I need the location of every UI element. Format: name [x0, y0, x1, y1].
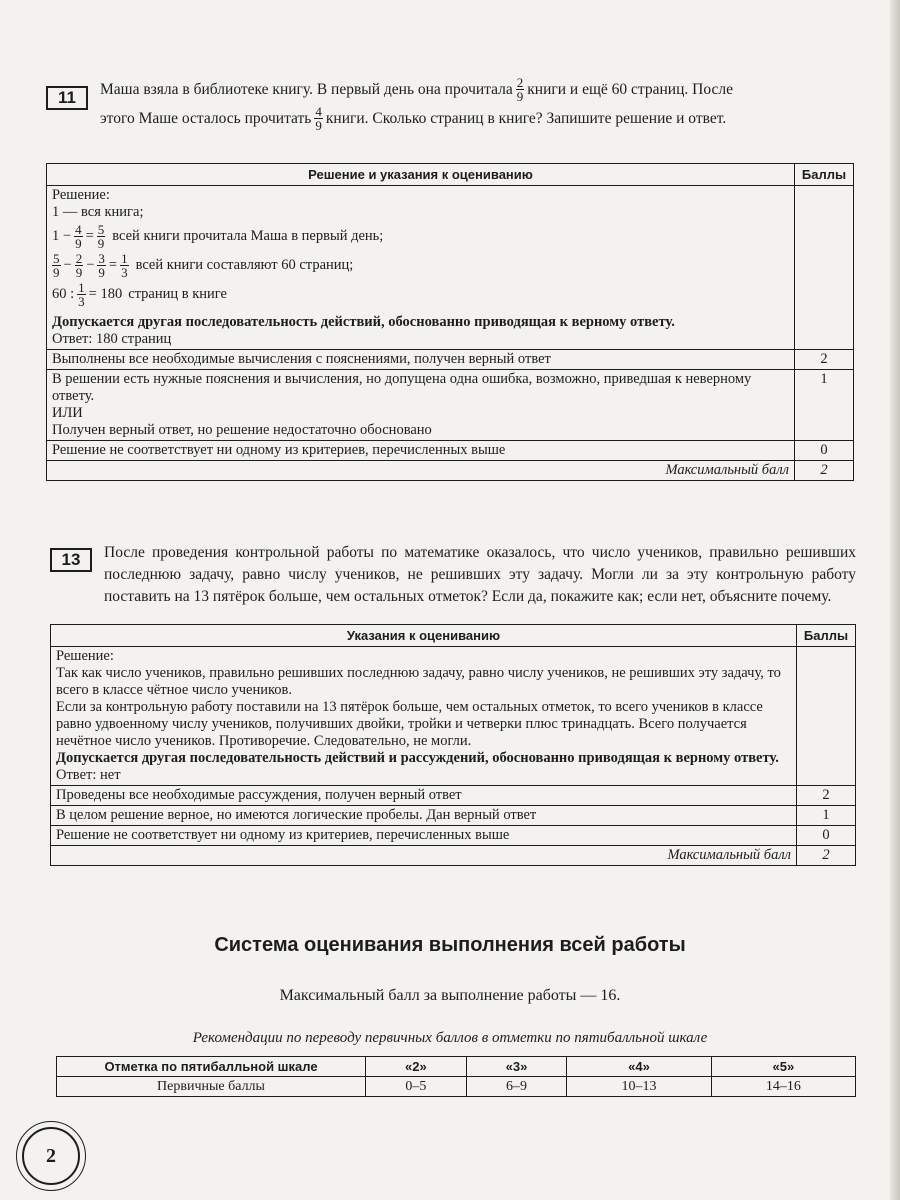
page-number-badge: 2 [22, 1127, 80, 1185]
primary-score-label: Первичные баллы [57, 1077, 366, 1097]
task-13-statement: После проведения контрольной работы по математике оказалось, что число учеников, правильно решивших последнюю задачу, равно числу учеников, не решивших эту задачу. Могли ли за эту контрольную работу поставить на 13 пятёрок больше, чем остальных отметок? Если да, покажите как; если нет, объясните почему. [104, 544, 856, 605]
range-grade-3: 6–9 [466, 1077, 567, 1097]
task-11-criterion-0: Решение не соответствует ни одному из критериев, перечисленных выше [47, 441, 795, 461]
task-11-criterion-2: Выполнены все необходимые вычисления с пояснениями, получен верный ответ [47, 350, 795, 370]
solution-step-3: 60 : $\frac{1}{3}$ = 180 страниц в книге [52, 280, 227, 309]
task-11-criterion-1: В решении есть нужные пояснения и вычисления, но допущена одна ошибка, возможно, приведшая к неверному ответу. ИЛИ Получен верный ответ, но решение недостаточно обосновано [47, 370, 795, 441]
task-13-header-points: Баллы [797, 625, 856, 647]
conversion-recommendation: Рекомендации по переводу первичных баллов в отметки по пятибалльной шкале [192, 1030, 708, 1046]
task-13-points-1: 1 [797, 806, 856, 826]
range-grade-4: 10–13 [567, 1077, 711, 1097]
task-13-criterion-0: Решение не соответствует ни одному из критериев, перечисленных выше [51, 826, 797, 846]
grade-3: «3» [466, 1057, 567, 1077]
grade-4: «4» [567, 1057, 711, 1077]
task-13-criteria-table [50, 624, 856, 866]
task-13-header-solution: Указания к оцениванию [51, 625, 797, 647]
fraction-4-9: $\frac{4}{9}$ [315, 104, 322, 133]
task-13-solution: Решение: Так как число учеников, правильно решивших последнюю задачу, равно числу учеников, не решивших эту задачу, то всего в классе чётное число учеников. Если за контрольную работу поставили на 13 пятёрок больше, чем остальных отметок, то всего учеников в классе равно удвоенному числу учеников, получивших двойки, тройки и четверки плюс тринадцать. Всего получается нечётное число учеников. Противоречие. Следовательно, не могли. Допускается другая последовательность действий и рассуждений, обоснованно приводящая к верному ответу. Ответ: нет [51, 647, 797, 786]
system-heading: Система оценивания выполнения всей работы [214, 934, 686, 956]
task-11-criteria-table [46, 163, 854, 481]
task-11-statement: Маша взяла в библиотеке книгу. В первый день она прочитала $\frac{2}{9}$ книги и ещё 60 страниц. После этого Маше осталось прочитать $\frac{4}{9}$ книги. Сколько страниц в книге? Запишите решение и ответ. [100, 75, 733, 133]
grade-conversion-table [56, 1056, 856, 1097]
task-13-max-points: 2 [797, 846, 856, 866]
task-13-max-label: Максимальный балл [51, 846, 797, 866]
solution-step-2: $\frac{5}{9}$ − $\frac{2}{9}$ − $\frac{3}{9}$ = $\frac{1}{3}$ всей книги составляют 60 страниц; [53, 251, 354, 280]
task-11-header-solution: Решение и указания к оцениванию [47, 164, 795, 186]
grade-5: «5» [711, 1057, 855, 1077]
range-grade-5: 14–16 [711, 1077, 855, 1097]
task-11-header-points: Баллы [795, 164, 854, 186]
task-13-points-0: 0 [797, 826, 856, 846]
task-11-points-0: 0 [795, 441, 854, 461]
fraction-2-9: $\frac{2}{9}$ [516, 75, 524, 104]
task-11-max-label: Максимальный балл [47, 461, 795, 481]
range-grade-2: 0–5 [366, 1077, 467, 1097]
task-11-number: 11 [46, 86, 88, 110]
solution-step-1: 1 − $\frac{4}{9}$ = $\frac{5}{9}$ всей книги прочитала Маша в первый день; [52, 222, 384, 251]
page-edge-shadow [890, 0, 900, 1200]
task-13-criterion-2: Проведены все необходимые рассуждения, получен верный ответ [51, 786, 797, 806]
task-11-max-points: 2 [795, 461, 854, 481]
task-13-number: 13 [50, 548, 92, 572]
grade-2: «2» [366, 1057, 467, 1077]
task-13-points-2: 2 [797, 786, 856, 806]
grade-row-label: Отметка по пятибалльной шкале [57, 1057, 366, 1077]
task-11-points-2: 2 [795, 350, 854, 370]
task-13-criterion-1: В целом решение верное, но имеются логические пробелы. Дан верный ответ [51, 806, 797, 826]
max-total-score: Максимальный балл за выполнение работы — 16. [279, 987, 621, 1004]
task-11-points-1: 1 [795, 370, 854, 441]
task-11-solution: Решение: 1 — вся книга; 1 − $\frac{4}{9}$ = $\frac{5}{9}$ всей книги прочитала Маша в первый день; $\frac{5}{9}$ − $\frac{2}{9}$ − $\frac{3}{9}$ = $\frac{1}{3}$ всей книги составляют 60 страниц; 60 : $\frac{1}{3}$ = 180 страниц в книге Допускается другая последовательность действий, обоснованно приводящая к верному ответу. Ответ: 180 страниц [47, 186, 795, 350]
